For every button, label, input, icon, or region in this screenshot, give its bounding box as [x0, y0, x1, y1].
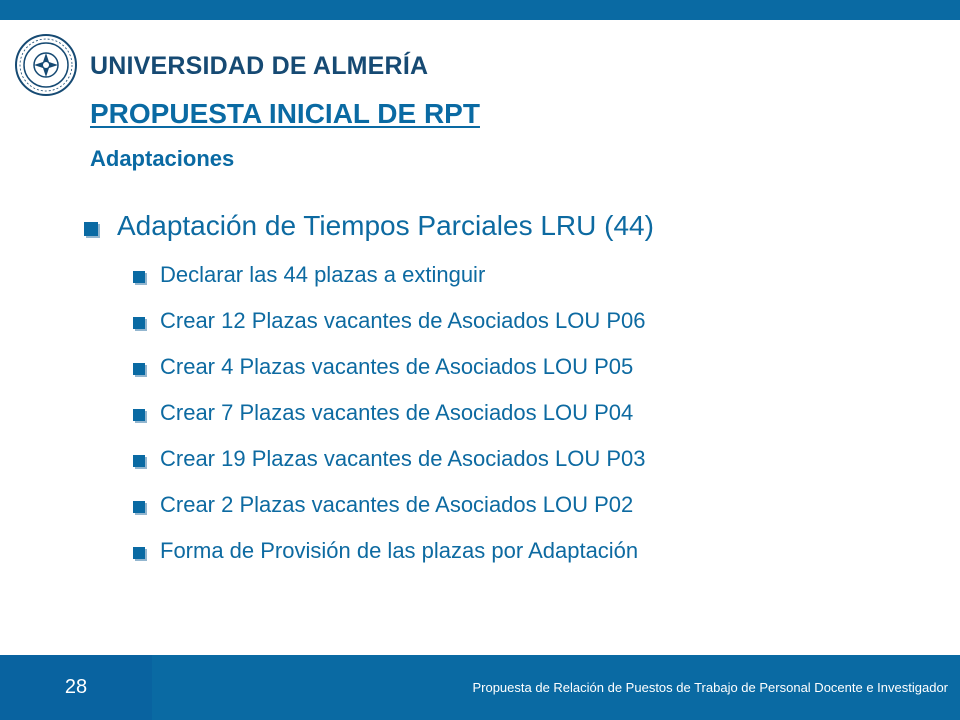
top-bar	[0, 0, 960, 20]
sub-bullet-item	[133, 262, 933, 294]
slide-subtitle: Adaptaciones	[90, 146, 235, 171]
university-name: UNIVERSIDAD DE ALMERÍA	[90, 52, 429, 80]
square-bullet-icon	[133, 271, 145, 283]
square-bullet-icon	[133, 455, 145, 467]
square-bullet-icon	[133, 409, 145, 421]
sub-bullet-text: Forma de Provisión de las plazas por Adaptación	[160, 538, 639, 563]
square-bullet-icon	[133, 501, 145, 513]
footer-bar	[0, 655, 960, 720]
main-bullet-text: Adaptación de Tiempos Parciales LRU (44)	[117, 210, 654, 241]
university-seal-icon	[14, 33, 78, 97]
sub-bullet-item	[133, 308, 933, 340]
square-bullet-icon	[133, 317, 145, 329]
sub-bullet-item	[133, 400, 933, 432]
sub-bullet-text: Crear 2 Plazas vacantes de Asociados LOU P02	[160, 492, 634, 517]
footer-text: Propuesta de Relación de Puestos de Trabajo de Personal Docente e Investigador	[472, 680, 948, 695]
sub-bullet-item	[133, 492, 933, 524]
sub-bullet-item	[133, 354, 933, 386]
sub-bullet-item	[133, 538, 933, 570]
page-number: 28	[0, 655, 152, 720]
sub-bullet-text: Declarar las 44 plazas a extinguir	[160, 262, 486, 287]
slide-title: PROPUESTA INICIAL DE RPT	[90, 98, 480, 129]
square-bullet-icon	[133, 547, 145, 559]
sub-bullet-text: Crear 12 Plazas vacantes de Asociados LOU P06	[160, 308, 646, 333]
sub-bullet-text: Crear 4 Plazas vacantes de Asociados LOU P05	[160, 354, 634, 379]
sub-bullet-item	[133, 446, 933, 478]
square-bullet-icon	[133, 363, 145, 375]
sub-bullet-text: Crear 19 Plazas vacantes de Asociados LOU P03	[160, 446, 646, 471]
sub-bullet-text: Crear 7 Plazas vacantes de Asociados LOU P04	[160, 400, 634, 425]
square-bullet-icon	[84, 222, 98, 236]
